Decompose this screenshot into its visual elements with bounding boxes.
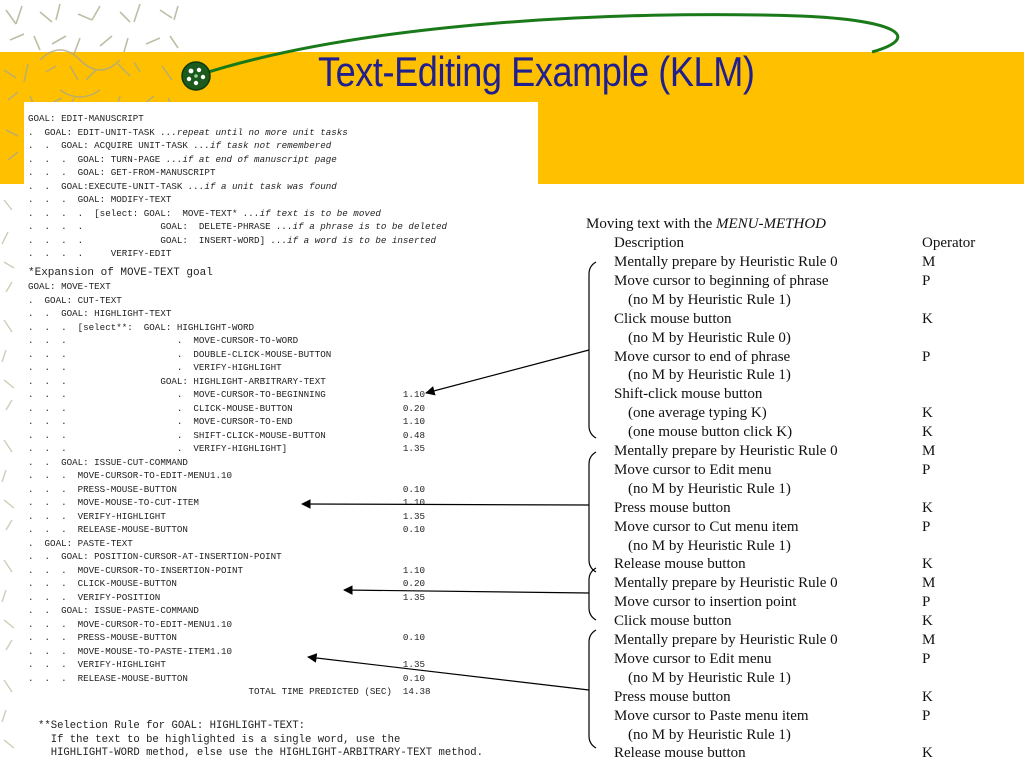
code-text: . GOAL: CUT-TEXT xyxy=(28,294,122,306)
code-line xyxy=(28,591,447,605)
code-line xyxy=(28,483,447,497)
operator-code: K xyxy=(922,613,933,630)
code-line xyxy=(28,193,447,207)
code-line xyxy=(28,180,447,194)
operator-description: Move cursor to Edit menu xyxy=(614,650,772,667)
code-line xyxy=(28,334,447,348)
code-text: . . . GOAL: MODIFY-TEXT xyxy=(28,194,172,205)
code-line xyxy=(28,631,447,645)
code-line xyxy=(28,402,447,416)
code-text: . . GOAL: HIGHLIGHT-TEXT xyxy=(28,308,172,319)
operator-code: P xyxy=(922,650,931,667)
code-text: . . . VERIFY-HIGHLIGHT 1.35 xyxy=(28,659,425,670)
operator-code: P xyxy=(922,518,931,535)
code-line xyxy=(28,234,447,248)
code-text: . . . . VERIFY-HIGHLIGHT] 1.35 xyxy=(28,443,425,454)
code-line xyxy=(28,207,447,221)
operator-code: K xyxy=(922,405,933,422)
code-line xyxy=(28,429,447,443)
code-text: . . . MOVE-MOUSE-TO-PASTE-ITEM1.10 xyxy=(28,645,232,657)
operator-description: (no M by Heuristic Rule 1) xyxy=(628,726,791,743)
code-line xyxy=(28,415,447,429)
operator-code: P xyxy=(922,707,931,724)
code-comment: ...if text is to be moved xyxy=(243,207,381,219)
operator-code: M xyxy=(922,632,936,648)
code-text: . . . . [select: GOAL: MOVE-TEXT* xyxy=(28,207,244,219)
code-text: . . . CLICK-MOUSE-BUTTON 0.20 xyxy=(28,578,425,589)
code-text: . . . GOAL: TURN-PAGE xyxy=(28,153,166,165)
code-line xyxy=(28,139,447,153)
code-line xyxy=(28,267,447,281)
code-line xyxy=(28,537,447,551)
code-comment: ...if a word is to be inserted xyxy=(270,234,436,246)
operator-description: Mentally prepare by Heuristic Rule 0 xyxy=(614,443,838,459)
operator-description: Click mouse button xyxy=(614,613,732,630)
code-text: . . . MOVE-CURSOR-TO-EDIT-MENU1.10 xyxy=(28,618,232,630)
code-line xyxy=(28,153,447,167)
col-description-header: Description xyxy=(614,235,684,251)
code-text: . . . . VERIFY-EDIT xyxy=(28,248,172,259)
code-text: GOAL: EDIT-MANUSCRIPT xyxy=(28,113,144,124)
col-operator-header: Operator xyxy=(922,235,976,251)
code-text: . . . . MOVE-CURSOR-TO-END 1.10 xyxy=(28,416,425,427)
operator-description: (one average typing K) xyxy=(628,405,767,422)
code-comment: ...if a phrase is to be deleted xyxy=(276,221,448,232)
operator-description: (no M by Heuristic Rule 1) xyxy=(628,480,791,497)
operator-description: (no M by Heuristic Rule 1) xyxy=(628,291,791,308)
slide-title: Text-Editing Example (KLM) xyxy=(318,48,755,95)
operator-description: (no M by Heuristic Rule 1) xyxy=(628,537,791,554)
code-comment: ...if at end of manuscript page xyxy=(165,153,337,165)
code-text: . . GOAL: ACQUIRE UNIT-TASK xyxy=(28,140,194,151)
brace-cut xyxy=(589,452,596,572)
code-text: . . . . GOAL: INSERT-WORD] xyxy=(28,234,271,246)
operator-code: K xyxy=(922,424,933,441)
operator-code: P xyxy=(922,594,931,611)
operator-code: M xyxy=(922,443,936,459)
code-line xyxy=(28,442,447,456)
code-line xyxy=(28,247,447,261)
operator-description: Move cursor to Edit menu xyxy=(614,461,772,478)
code-line xyxy=(28,348,447,362)
brace-position xyxy=(589,568,596,620)
operator-description: (no M by Heuristic Rule 1) xyxy=(628,367,791,384)
operator-description: Move cursor to end of phrase xyxy=(614,348,791,365)
code-line xyxy=(28,220,447,234)
operator-description: Move cursor to Paste menu item xyxy=(614,707,809,724)
operator-code: P xyxy=(922,272,931,289)
brace-highlight xyxy=(589,262,596,438)
code-text: . . . . DOUBLE-CLICK-MOUSE-BUTTON xyxy=(28,348,332,360)
code-text: *Expansion of MOVE-TEXT goal xyxy=(28,266,213,279)
selection-rule-line: HIGHLIGHT-WORD method, else use the HIGHLIGHT-ARBITRARY-TEXT method. xyxy=(38,747,484,759)
code-text: . . . MOVE-CURSOR-TO-EDIT-MENU1.10 xyxy=(28,470,232,481)
code-text: . . GOAL:EXECUTE-UNIT-TASK xyxy=(28,180,188,192)
operator-description: Press mouse button xyxy=(614,499,731,516)
code-text: . . . PRESS-MOUSE-BUTTON 0.10 xyxy=(28,483,425,495)
code-text: . . . VERIFY-HIGHLIGHT 1.35 xyxy=(28,510,425,522)
code-text: . . . PRESS-MOUSE-BUTTON 0.10 xyxy=(28,632,425,643)
code-text: . . . . GOAL: DELETE-PHRASE xyxy=(28,221,277,232)
goms-model-listing xyxy=(28,112,447,699)
operator-code: K xyxy=(922,688,933,705)
code-text: . . . RELEASE-MOUSE-BUTTON 0.10 xyxy=(28,672,425,684)
selection-rule-line: If the text to be highlighted is a single word, use the xyxy=(38,733,401,746)
code-text: . GOAL: EDIT-UNIT-TASK xyxy=(28,126,161,138)
code-line xyxy=(28,456,447,470)
code-line xyxy=(28,577,447,591)
code-text: . . GOAL: ISSUE-CUT-COMMAND xyxy=(28,456,188,468)
operator-code: K xyxy=(922,745,933,762)
code-line xyxy=(28,307,447,321)
operator-code: M xyxy=(922,575,936,592)
operator-table-heading: Moving text with the MENU-METHOD xyxy=(586,216,826,232)
code-text: . . . . VERIFY-HIGHLIGHT xyxy=(28,362,282,373)
code-comment: ...if task not remembered xyxy=(193,140,332,151)
operator-description: Mentally prepare by Heuristic Rule 0 xyxy=(614,254,838,270)
code-line xyxy=(28,618,447,632)
operator-code: M xyxy=(922,254,936,270)
operator-code: P xyxy=(922,461,931,478)
code-line xyxy=(28,294,447,308)
code-line xyxy=(28,523,447,537)
code-text: . . . VERIFY-POSITION 1.35 xyxy=(28,591,425,603)
code-text: . . GOAL: POSITION-CURSOR-AT-INSERTION-POINT xyxy=(28,551,282,562)
code-line xyxy=(28,166,447,180)
operator-description: Click mouse button xyxy=(614,310,732,327)
selection-rule-note xyxy=(38,720,483,761)
code-line xyxy=(28,550,447,564)
operator-description: (no M by Heuristic Rule 0) xyxy=(628,329,791,346)
operator-description: Shift-click mouse button xyxy=(614,386,763,403)
operator-description: Release mouse button xyxy=(614,556,746,573)
operator-code: K xyxy=(922,310,933,327)
code-line xyxy=(28,645,447,659)
code-text: . . . . CLICK-MOUSE-BUTTON 0.20 xyxy=(28,402,425,414)
code-line xyxy=(28,564,447,578)
operator-description: Mentally prepare by Heuristic Rule 0 xyxy=(614,632,838,648)
code-line xyxy=(28,112,447,126)
operator-code: K xyxy=(922,556,933,573)
code-text: TOTAL TIME PREDICTED (SEC) 14.38 xyxy=(28,686,431,697)
code-text: . . . . SHIFT-CLICK-MOUSE-BUTTON 0.48 xyxy=(28,429,425,441)
code-text: . GOAL: PASTE-TEXT xyxy=(28,537,133,549)
code-line xyxy=(28,469,447,483)
code-text: . . . GOAL: GET-FROM-MANUSCRIPT xyxy=(28,167,216,178)
operator-description: Move cursor to Cut menu item xyxy=(614,518,799,535)
operator-description: (no M by Heuristic Rule 1) xyxy=(628,669,791,686)
code-text: . . GOAL: ISSUE-PASTE-COMMAND xyxy=(28,605,199,616)
code-line xyxy=(28,496,447,510)
code-line xyxy=(28,685,447,699)
code-text: GOAL: MOVE-TEXT xyxy=(28,281,111,292)
code-line xyxy=(28,510,447,524)
code-text: . . . RELEASE-MOUSE-BUTTON 0.10 xyxy=(28,524,425,535)
operator-description: (one mouse button click K) xyxy=(628,424,793,441)
code-line xyxy=(28,361,447,375)
operator-description: Move cursor to insertion point xyxy=(614,594,797,611)
code-line xyxy=(28,388,447,402)
code-line xyxy=(28,321,447,335)
code-line xyxy=(28,126,447,140)
code-line xyxy=(28,672,447,686)
operator-description: Press mouse button xyxy=(614,688,731,705)
code-comment: ...if a unit task was found xyxy=(187,180,337,192)
selection-rule-line: **Selection Rule for GOAL: HIGHLIGHT-TEXT: xyxy=(38,720,306,732)
code-text: . . . . MOVE-CURSOR-TO-BEGINNING 1.10 xyxy=(28,389,425,400)
code-line xyxy=(28,280,447,294)
code-text: . . . MOVE-CURSOR-TO-INSERTION-POINT 1.10 xyxy=(28,564,425,576)
code-text: . . . GOAL: HIGHLIGHT-ARBITRARY-TEXT xyxy=(28,375,326,387)
operator-description: Move cursor to beginning of phrase xyxy=(614,272,829,289)
operator-description: Release mouse button xyxy=(614,745,746,762)
code-text: . . . MOVE-MOUSE-TO-CUT-ITEM 1.10 xyxy=(28,497,425,508)
operator-code: K xyxy=(922,499,933,516)
code-text: . . . [select**: GOAL: HIGHLIGHT-WORD xyxy=(28,321,255,333)
code-comment: ...repeat until no more unit tasks xyxy=(160,126,348,138)
brace-paste xyxy=(589,630,596,748)
operator-description: Mentally prepare by Heuristic Rule 0 xyxy=(614,575,838,592)
operator-code: P xyxy=(922,348,931,365)
code-line xyxy=(28,658,447,672)
code-line xyxy=(28,604,447,618)
code-line xyxy=(28,375,447,389)
code-text: . . . . MOVE-CURSOR-TO-WORD xyxy=(28,335,299,346)
